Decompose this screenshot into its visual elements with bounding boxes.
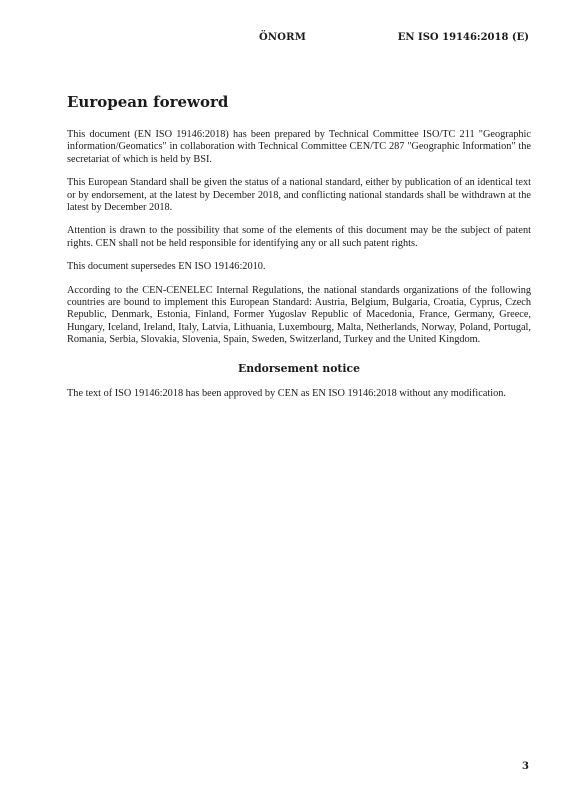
endorsement-text: The text of ISO 19146:2018 has been approved by CEN as EN ISO 19146:2018 without any modification. bbox=[67, 387, 506, 399]
paragraph-supersedes: This document supersedes EN ISO 19146:2010. bbox=[67, 261, 266, 273]
header-document-id: EN ISO 19146:2018 (E) bbox=[397, 32, 529, 43]
page-title: European foreword bbox=[67, 93, 229, 111]
paragraph-countries: According to the CEN-CENELEC Internal Regulations, the national standards organizations of the following countries are bound to implement this European Standard: Austria, Belgium, Bulgaria, Croatia, Cyprus, Czech Republic, Denmark, Estonia, Finland, Former Yugoslav Republic of Macedonia, France, Germany, Greece, Hungary, Iceland, Ireland, Italy, Latvia, Lithuania, Luxembourg, Malta, Netherlands, Norway, Poland, Portugal, Romania, Serbia, Slovakia, Slovenia, Spain, Sweden, Switzerland, Turkey and the United Kingdom. bbox=[67, 284, 531, 346]
page-content bbox=[67, 92, 531, 411]
page-number: 3 bbox=[522, 761, 529, 772]
header-standard-body: ÖNORM bbox=[259, 32, 306, 43]
paragraph-national-status: This European Standard shall be given the status of a national standard, either by publication of an identical text or by endorsement, at the latest by December 2018, and conflicting national standards shall be withdrawn at the latest by December 2018. bbox=[67, 177, 531, 214]
endorsement-heading: Endorsement notice bbox=[238, 361, 360, 375]
paragraph-preparation: This document (EN ISO 19146:2018) has been prepared by Technical Committee ISO/TC 211 "Geographic information/Geomatics" in collaboration with Technical Committee CEN/TC 287 "Geographic Information" the secretariat of which is held by BSI. bbox=[67, 129, 531, 165]
paragraph-patent-rights: Attention is drawn to the possibility that some of the elements of this document may be the subject of patent rights. CEN shall not be held responsible for identifying any or all such patent rights. bbox=[67, 225, 531, 249]
